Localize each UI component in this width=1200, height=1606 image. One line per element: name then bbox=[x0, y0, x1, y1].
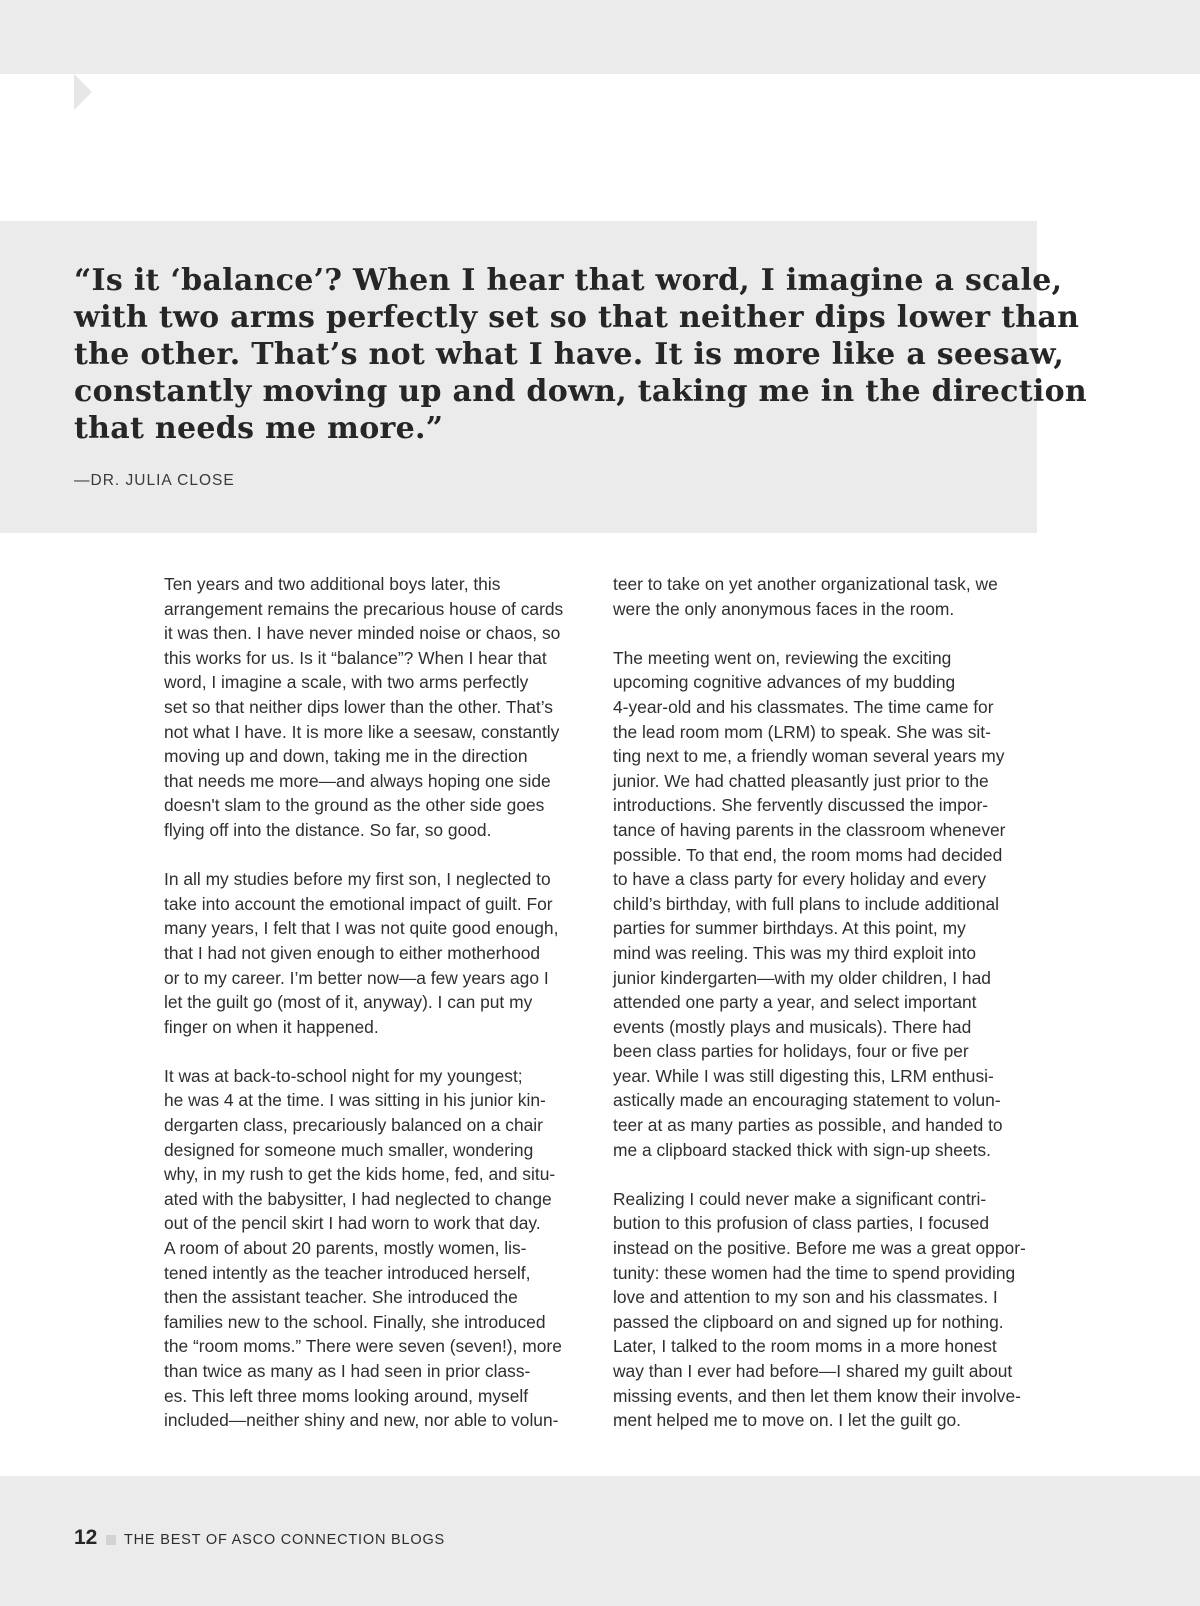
body-line: ated with the babysitter, I had neglected to change bbox=[164, 1188, 552, 1209]
pull-quote-line: the other. That’s not what I have. It is more like a seesaw, bbox=[74, 337, 1065, 372]
body-line: than twice as many as I had seen in prior class- bbox=[164, 1361, 531, 1381]
body-line: year. While I was still digesting this, LRM enthusi- bbox=[613, 1065, 994, 1086]
body-line: passed the clipboard on and signed up for nothing. bbox=[613, 1311, 1004, 1332]
body-line: tunity: these women had the time to spend providing bbox=[613, 1262, 1016, 1283]
body-line: Realizing I could never make a significant contri- bbox=[613, 1188, 987, 1209]
body-line: tance of having parents in the classroom whenever bbox=[613, 819, 1006, 840]
body-line: junior. We had chatted pleasantly just prior to the bbox=[613, 770, 989, 791]
body-line: mind was reeling. This was my third exploit into bbox=[613, 942, 977, 963]
body-line: he was 4 at the time. I was sitting in his junior kin- bbox=[164, 1090, 546, 1111]
body-line: events (mostly plays and musicals). There had bbox=[613, 1016, 972, 1037]
body-line: the lead room mom (LRM) to speak. She was sit- bbox=[613, 721, 991, 742]
footer-separator-square bbox=[106, 1535, 116, 1545]
body-column-left bbox=[164, 572, 594, 1433]
body-paragraph bbox=[613, 1187, 1043, 1433]
pull-quote-line: constantly moving up and down, taking me in the direction bbox=[74, 374, 1087, 409]
footer-publication-title: THE BEST OF ASCO CONNECTION BLOGS bbox=[124, 1532, 446, 1548]
body-line: It was at back-to-school night for my youngest; bbox=[164, 1065, 523, 1086]
body-line: not what I have. It is more like a seesaw, constantly bbox=[164, 721, 560, 742]
body-line: take into account the emotional impact of guilt. For bbox=[164, 893, 553, 914]
body-line: this works for us. Is it “balance”? When I hear that bbox=[164, 647, 547, 668]
body-line: that I had not given enough to either motherhood bbox=[164, 942, 541, 963]
body-line: introductions. She fervently discussed the impor- bbox=[613, 795, 989, 816]
body-paragraph bbox=[613, 646, 1043, 1162]
body-line: families new to the school. Finally, she introduced bbox=[164, 1311, 546, 1332]
top-band bbox=[0, 0, 1200, 74]
body-line: been class parties for holidays, four or five per bbox=[613, 1041, 969, 1062]
pull-quote-text bbox=[74, 262, 1087, 447]
body-line: then the assistant teacher. She introduced the bbox=[164, 1287, 518, 1308]
body-line: me a clipboard stacked thick with sign-up sheets. bbox=[613, 1139, 991, 1160]
corner-arrow-marker bbox=[74, 74, 92, 110]
body-line: possible. To that end, the room moms had decided bbox=[613, 844, 1003, 865]
body-line: missing events, and then let them know their involve- bbox=[613, 1385, 1021, 1406]
body-line: word, I imagine a scale, with two arms perfectly bbox=[164, 672, 529, 693]
body-line: finger on when it happened. bbox=[164, 1016, 379, 1037]
body-line: way than I ever had before—I shared my guilt about bbox=[613, 1361, 1013, 1381]
body-line: teer at as many parties as possible, and handed to bbox=[613, 1115, 1003, 1136]
body-line: ting next to me, a friendly woman several years my bbox=[613, 746, 1005, 767]
body-column-right bbox=[613, 572, 1043, 1433]
body-line: included—neither shiny and new, nor able to volun- bbox=[164, 1410, 559, 1431]
body-line: love and attention to my son and his classmates. I bbox=[613, 1287, 998, 1308]
body-line: tened intently as the teacher introduced herself, bbox=[164, 1262, 531, 1283]
body-line: In all my studies before my first son, I neglected to bbox=[164, 869, 551, 890]
page-number: 12 bbox=[74, 1526, 98, 1549]
body-line: The meeting went on, reviewing the exciting bbox=[613, 647, 952, 668]
body-line: many years, I felt that I was not quite good enough, bbox=[164, 918, 559, 939]
body-paragraph bbox=[164, 867, 594, 1039]
body-line: out of the pencil skirt I had worn to work that day. bbox=[164, 1213, 541, 1234]
body-line: bution to this profusion of class parties, I focused bbox=[613, 1213, 990, 1234]
body-line: the “room moms.” There were seven (seven!), more bbox=[164, 1336, 562, 1357]
body-line: set so that neither dips lower than the other. That’s bbox=[164, 696, 553, 717]
body-paragraph bbox=[164, 572, 594, 843]
body-line: upcoming cognitive advances of my budding bbox=[613, 672, 956, 693]
pull-quote-line: “Is it ‘balance’? When I hear that word, I imagine a scale, bbox=[74, 263, 1063, 298]
body-line: designed for someone much smaller, wondering bbox=[164, 1139, 534, 1160]
body-line: child’s birthday, with full plans to include additional bbox=[613, 893, 1000, 914]
body-paragraph bbox=[164, 1064, 594, 1433]
body-line: ment helped me to move on. I let the guilt go. bbox=[613, 1410, 962, 1431]
body-line: let the guilt go (most of it, anyway). I can put my bbox=[164, 992, 533, 1013]
body-line: es. This left three moms looking around, myself bbox=[164, 1385, 529, 1406]
pull-quote-line: that needs me more.” bbox=[74, 411, 444, 446]
body-line: instead on the positive. Before me was a great oppor- bbox=[613, 1238, 1026, 1259]
body-line: attended one party a year, and select important bbox=[613, 992, 977, 1013]
body-line: A room of about 20 parents, mostly women, lis- bbox=[164, 1238, 527, 1259]
body-line: doesn't slam to the ground as the other side goes bbox=[164, 795, 545, 816]
body-line: were the only anonymous faces in the room. bbox=[613, 598, 955, 619]
body-line: flying off into the distance. So far, so good. bbox=[164, 819, 492, 840]
body-line: why, in my rush to get the kids home, fed, and situ- bbox=[164, 1164, 556, 1185]
body-line: 4-year-old and his classmates. The time came for bbox=[613, 696, 994, 717]
body-line: it was then. I have never minded noise or chaos, so bbox=[164, 623, 561, 644]
body-line: or to my career. I’m better now—a few years ago I bbox=[164, 967, 549, 988]
body-line: parties for summer birthdays. At this point, my bbox=[613, 918, 966, 939]
pull-quote-line: with two arms perfectly set so that neither dips lower than bbox=[74, 300, 1080, 335]
body-line: arrangement remains the precarious house of cards bbox=[164, 598, 564, 619]
body-line: that needs me more—and always hoping one side bbox=[164, 770, 551, 791]
body-line: junior kindergarten—with my older children, I had bbox=[613, 967, 991, 988]
body-line: moving up and down, taking me in the direction bbox=[164, 746, 528, 767]
body-line: Ten years and two additional boys later, this bbox=[164, 574, 501, 594]
pull-quote-attribution: —DR. JULIA CLOSE bbox=[74, 472, 235, 489]
body-line: Later, I talked to the room moms in a more honest bbox=[613, 1336, 997, 1357]
body-line: dergarten class, precariously balanced on a chair bbox=[164, 1115, 543, 1136]
body-line: astically made an encouraging statement to volun- bbox=[613, 1090, 1001, 1111]
body-paragraph bbox=[613, 572, 1043, 621]
body-line: teer to take on yet another organizational task, we bbox=[613, 574, 998, 594]
body-line: to have a class party for every holiday and every bbox=[613, 869, 987, 890]
